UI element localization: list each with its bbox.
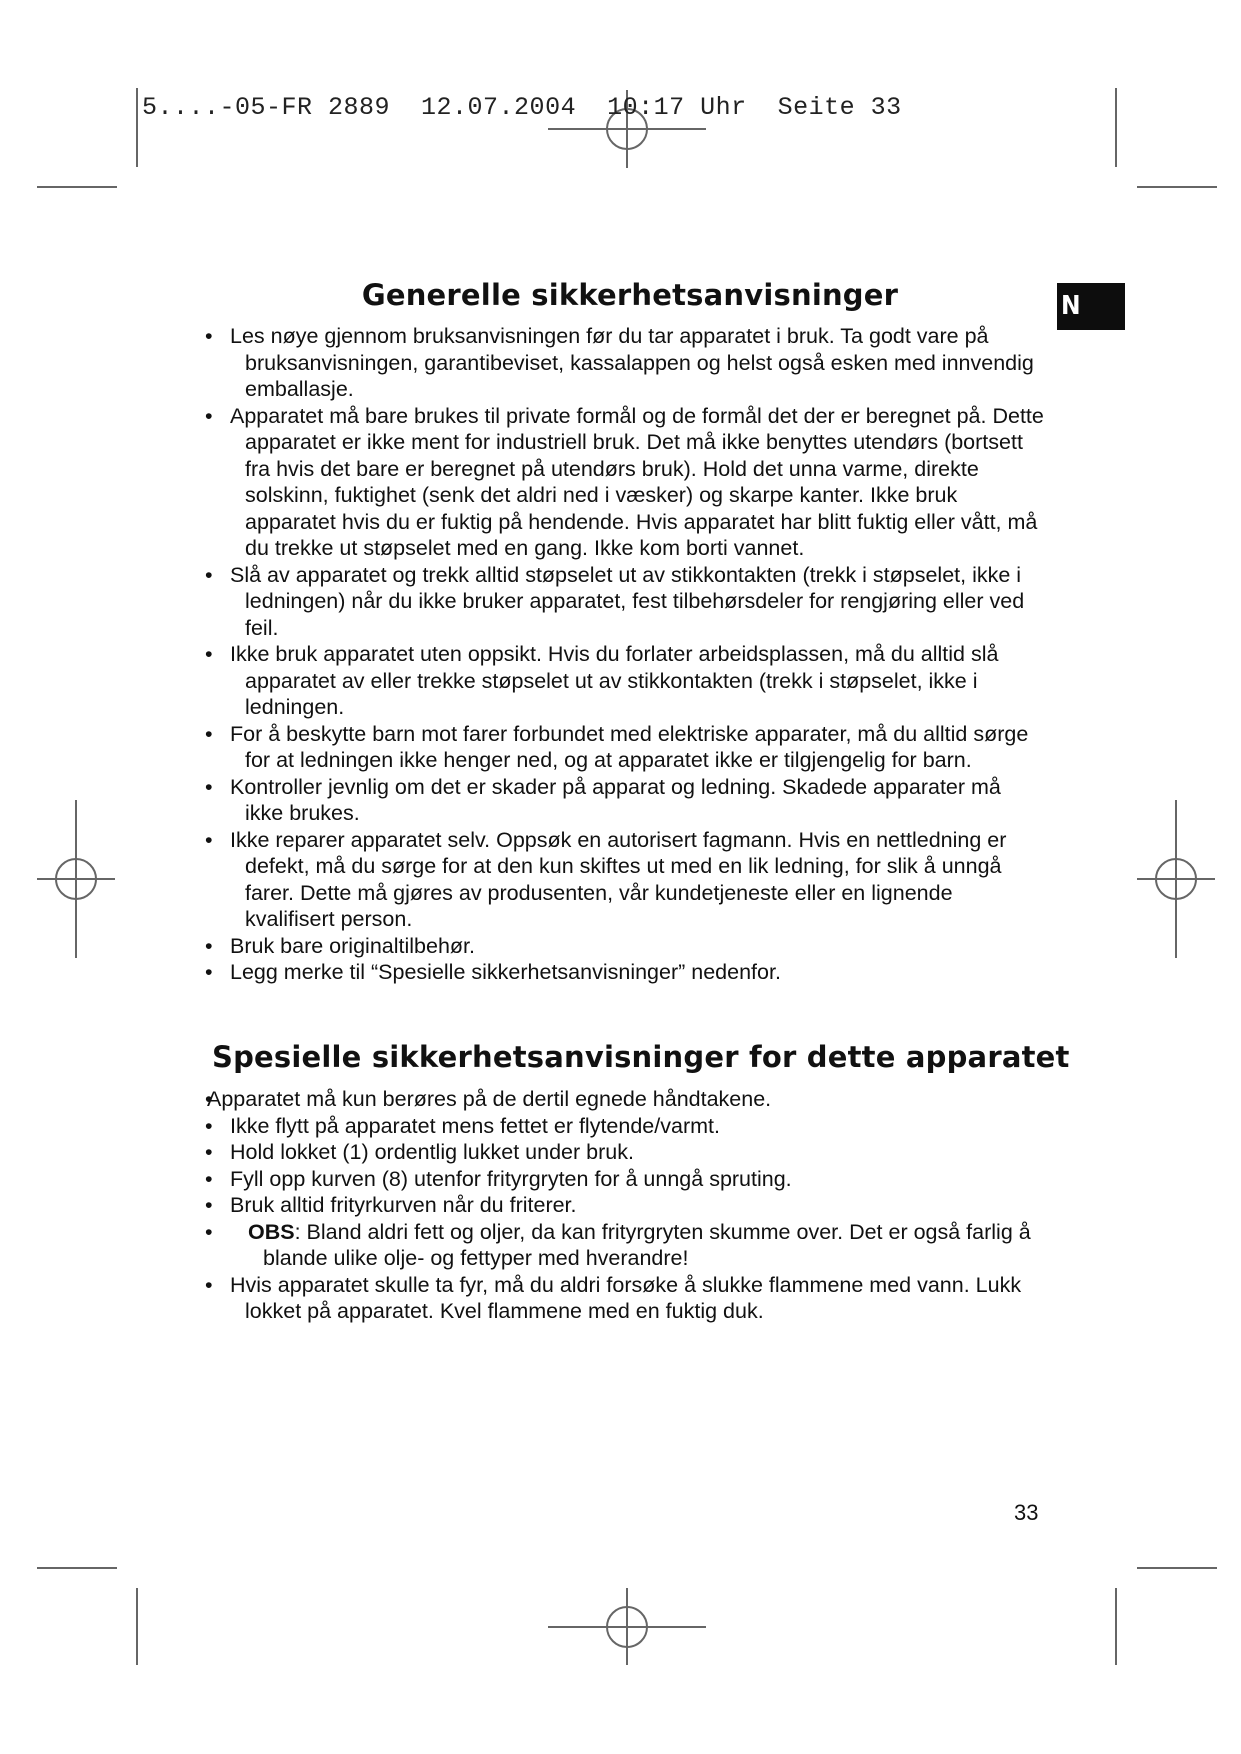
list-item: • Apparatet må bare brukes til private formål og de formål det der er beregnet på. Dette apparatet er ikke ment for industriell bruk. Det må ikke benyttes utendørs (bortsett fra hvis det bare er beregnet på utendørs bruk). Hold det unna varme, direkte solskinn, fuktighet (senk det aldri ned i væsker) og skarpe kanter. Ikke bruk apparatet hvis du er fuktig på hendende. Hvis apparatet har blitt fuktig eller vått, må du trekke ut støpselet med en gang. Ikke kom borti vannet. <box>205 403 1045 562</box>
list-item: • Fyll opp kurven (8) utenfor frityrgryten for å unngå spruting. <box>205 1166 1045 1193</box>
list-item: • Legg merke til “Spesielle sikkerhetsanvisninger” nedenfor. <box>205 959 1045 986</box>
list-item: • Bruk alltid frityrkurven når du friterer. <box>205 1192 1045 1219</box>
print-slug: 5....-05-FR 2889 12.07.2004 10:17 Uhr Seite 33 <box>142 93 902 122</box>
language-tab: N <box>1057 283 1125 330</box>
obs-label: OBS <box>248 1219 295 1244</box>
general-safety-title: Generelle sikkerhetsanvisninger <box>361 278 899 312</box>
list-item: • Bruk bare originaltilbehør. <box>205 933 1045 960</box>
list-item: • Hvis apparatet skulle ta fyr, må du aldri forsøke å slukke flammene med vann. Lukk lokket på apparatet. Kvel flammene med en fuktig duk. <box>205 1272 1045 1325</box>
list-item: • Kontroller jevnlig om det er skader på apparat og ledning. Skadede apparater må ikke brukes. <box>205 774 1045 827</box>
list-item: • Ikke bruk apparatet uten oppsikt. Hvis du forlater arbeidsplassen, må du alltid slå apparatet av eller trekke støpselet ut av stikkontakten (trekk i støpselet, ikke i ledningen. <box>205 641 1045 721</box>
list-item: • Hold lokket (1) ordentlig lukket under bruk. <box>205 1139 1045 1166</box>
list-item: • Ikke flytt på apparatet mens fettet er flytende/varmt. <box>205 1113 1045 1140</box>
list-item: • Les nøye gjennom bruksanvisningen før du tar apparatet i bruk. Ta godt vare på bruksanvisningen, garantibeviset, kassalappen og helst også esken med innvendig emballasje. <box>205 323 1045 403</box>
obs-text: : Bland aldri fett og oljer, da kan frityrgryten skumme over. Det er også farlig å blande ulike olje- og fettyper med hverandre! <box>263 1219 1031 1270</box>
general-safety-list <box>205 323 1045 986</box>
list-item: • Apparatet må kun berøres på de dertil egnede håndtakene. <box>205 1086 1045 1113</box>
obs-warning-item <box>205 1219 1045 1272</box>
special-safety-title: Spesielle sikkerhetsanvisninger for dette apparatet <box>212 1040 1070 1074</box>
list-item: • Slå av apparatet og trekk alltid støpselet ut av stikkontakten (trekk i støpselet, ikke i ledningen) når du ikke bruker apparatet, fest tilbehørsdeler for rengjøring eller ved feil. <box>205 562 1045 642</box>
list-item: • For å beskytte barn mot farer forbundet med elektriske apparater, må du alltid sørge for at ledningen ikke henger ned, og at apparatet ikke er tilgjengelig for barn. <box>205 721 1045 774</box>
special-safety-list <box>205 1086 1045 1325</box>
list-item: • Ikke reparer apparatet selv. Oppsøk en autorisert fagmann. Hvis en nettledning er defekt, må du sørge for at den kun skiftes ut med en lik ledning, for slik å unngå farer. Dette må gjøres av produsenten, vår kundetjeneste eller en lignende kvalifisert person. <box>205 827 1045 933</box>
page-number: 33 <box>1014 1500 1039 1525</box>
